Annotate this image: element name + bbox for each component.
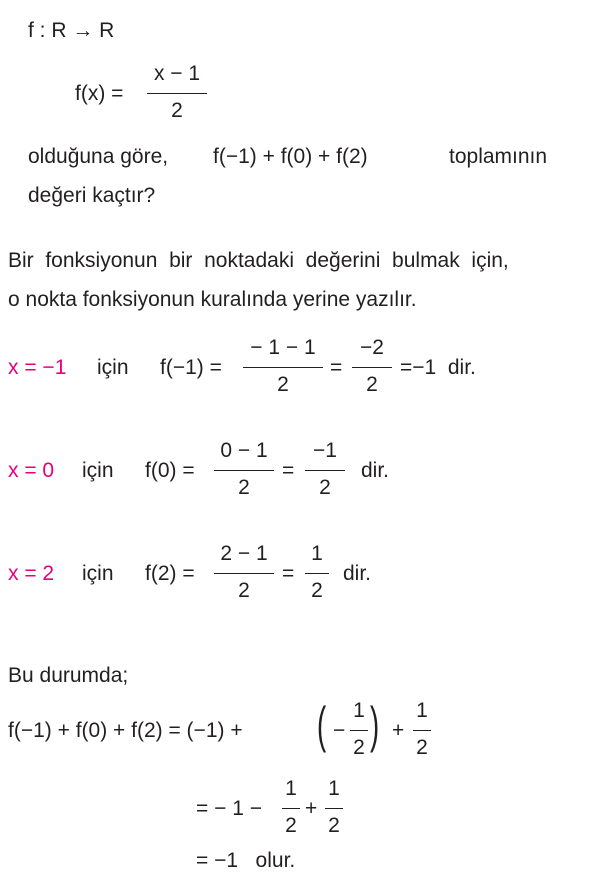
- fraction-bar: [352, 367, 392, 368]
- conclusion-line1-fraction1: [350, 700, 368, 764]
- left-paren: (: [317, 697, 327, 753]
- fraction-bar: [214, 573, 274, 574]
- conclusion-line2-plus: +: [305, 797, 318, 820]
- case2-frac2-numerator: −1: [313, 439, 337, 462]
- case2-frac1-numerator: 0 − 1: [220, 439, 268, 462]
- fraction-bar: [214, 470, 274, 471]
- fraction-bar: [350, 730, 368, 731]
- case1-fraction2: [352, 337, 392, 401]
- case2-icin: için: [82, 459, 114, 482]
- case3-frac2-numerator: 1: [311, 542, 323, 565]
- fraction-bar: [413, 730, 431, 731]
- case3-frac1-numerator: 2 − 1: [220, 542, 268, 565]
- case1-result: =−1 dir.: [400, 356, 476, 379]
- case3-fraction2: [305, 543, 329, 607]
- conclusion-line2-start: = − 1 −: [196, 797, 262, 820]
- conclusion-line2-frac1-numerator: 1: [285, 777, 297, 800]
- conclusion-line2-fraction1: [282, 778, 300, 842]
- fraction-bar: [147, 93, 207, 94]
- fraction-bar: [243, 367, 323, 368]
- intro-line1: Bir fonksiyonun bir noktadaki değerini bulmak için,: [8, 249, 509, 272]
- case3-frac2-denominator: 2: [311, 579, 323, 602]
- case2-fraction1: [214, 440, 274, 504]
- case1-equals: =: [330, 356, 343, 379]
- case2-fraction2: [305, 440, 345, 504]
- case3-icin: için: [82, 562, 114, 585]
- case3-fraction1: [214, 543, 274, 607]
- case2-equals: =: [282, 459, 295, 482]
- question-text-c: toplamının: [449, 145, 548, 168]
- question-text-a: olduğuna göre,: [28, 145, 169, 168]
- conclusion-line1-fraction2: [413, 700, 431, 764]
- formula-numerator: x − 1: [153, 62, 201, 85]
- conclusion-intro: Bu durumda;: [8, 664, 129, 687]
- case1-frac1-numerator: − 1 − 1: [250, 336, 316, 359]
- case1-lhs: f(−1) =: [160, 356, 222, 379]
- case2-condition: x = 0: [8, 459, 55, 482]
- conclusion-line1-negative: −: [333, 719, 346, 742]
- conclusion-line1-frac2-denominator: 2: [416, 736, 428, 759]
- case1-frac1-denominator: 2: [277, 373, 289, 396]
- function-definition: f : R → R: [28, 19, 115, 42]
- case2-frac1-denominator: 2: [238, 476, 250, 499]
- formula-fraction: [147, 63, 207, 127]
- case1-condition: x = −1: [8, 356, 67, 379]
- case1-icin: için: [97, 356, 129, 379]
- case2-result: dir.: [361, 459, 390, 482]
- right-paren: ): [370, 697, 380, 753]
- case1-fraction1: [243, 337, 323, 401]
- conclusion-line1-frac1-numerator: 1: [353, 699, 365, 722]
- conclusion-line1-frac1-denominator: 2: [353, 736, 365, 759]
- conclusion-line1-lhs: f(−1) + f(0) + f(2) = (−1) +: [8, 719, 243, 742]
- case1-frac2-numerator: −2: [360, 336, 384, 359]
- conclusion-line1-plus: +: [392, 719, 405, 742]
- conclusion-line2-frac2-denominator: 2: [328, 814, 340, 837]
- case3-lhs: f(2) =: [145, 562, 195, 585]
- question-text-line2: değeri kaçtır?: [28, 184, 156, 207]
- case3-condition: x = 2: [8, 562, 55, 585]
- fraction-bar: [305, 470, 345, 471]
- question-expression: f(−1) + f(0) + f(2): [213, 145, 368, 168]
- fraction-bar: [282, 808, 300, 809]
- conclusion-line2-frac1-denominator: 2: [285, 814, 297, 837]
- conclusion-line3: = −1 olur.: [196, 849, 296, 872]
- conclusion-line2-frac2-numerator: 1: [328, 777, 340, 800]
- conclusion-line2-fraction2: [325, 778, 343, 842]
- case3-result: dir.: [343, 562, 372, 585]
- case2-lhs: f(0) =: [145, 459, 195, 482]
- case3-frac1-denominator: 2: [238, 579, 250, 602]
- conclusion-line1-frac2-numerator: 1: [416, 699, 428, 722]
- case3-equals: =: [282, 562, 295, 585]
- fraction-bar: [325, 808, 343, 809]
- case1-frac2-denominator: 2: [366, 373, 378, 396]
- case2-frac2-denominator: 2: [319, 476, 331, 499]
- formula-denominator: 2: [171, 99, 183, 122]
- formula-lhs: f(x) =: [75, 82, 124, 105]
- intro-line2: o nokta fonksiyonun kuralında yerine yazılır.: [8, 288, 417, 311]
- fraction-bar: [305, 573, 329, 574]
